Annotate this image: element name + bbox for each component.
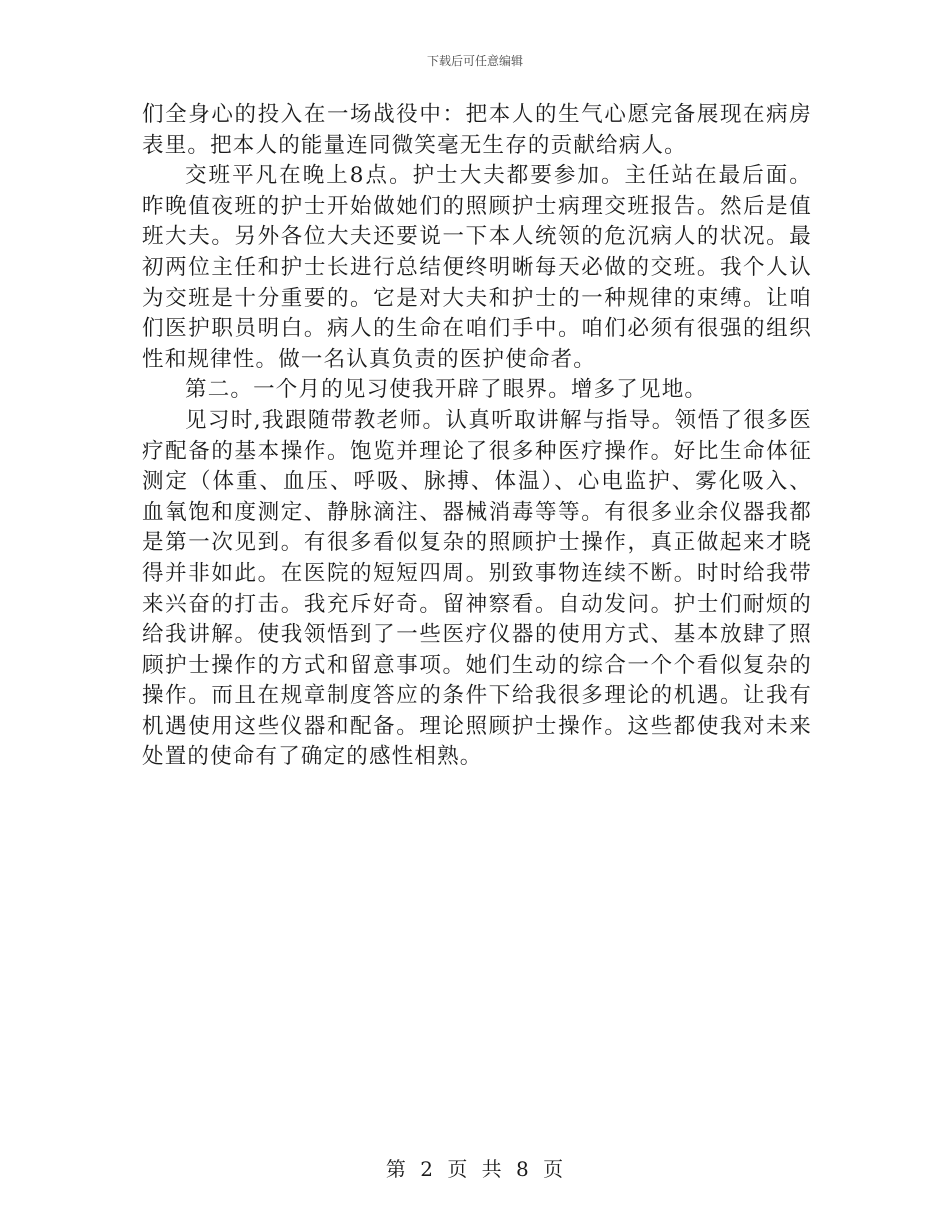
page-header: 下载后可任意编辑: [426, 54, 523, 68]
page-number: 第 2 页 共 8 页: [385, 1157, 565, 1181]
paragraph-internship: 见习时,我跟随带教老师。认真听取讲解与指导。领悟了很多医疗配备的基本操作。饱览并理论了很多种医疗操作。好比生命体征测定（体重、血压、呼吸、脉搏、体温）、心电监护、雾化吸入、血氧饱和度测定、静脉滴注、器械消毒等等。有很多业余仪器我都是第一次见到。有很多看似复杂的照顾护士操作，真正做起来才晓得并非如此。在医院的短短四周。别致事物连续不断。时时给我带来兴奋的打击。我充斥好奇。留神察看。自动发问。护士们耐烦的给我讲解。使我领悟到了一些医疗仪器的使用方式、基本放肆了照顾护士操作的方式和留意事项。她们生动的综合一个个看似复杂的操作。而且在规章制度答应的条件下给我很多理论的机遇。让我有机遇使用这些仪器和配备。理论照顾护士操作。这些都使我对未来处置的使命有了确定的感性相熟。: [142, 407, 812, 770]
paragraph-continuation: 们全身心的投入在一场战役中：把本人的生气心愿完备展现在病房表里。把本人的能量连同微笑毫无生存的贡献给病人。: [142, 102, 812, 158]
paragraph-shift-handover: 交班平凡在晚上8点。护士大夫都要参加。主任站在最后面。昨晚值夜班的护士开始做她们的照顾护士病理交班报告。然后是值班大夫。另外各位大夫还要说一下本人统领的危沉病人的状况。最初两位主任和护士长进行总结便终明晰每天必做的交班。我个人认为交班是十分重要的。它是对大夫和护士的一种规律的束缚。让咱们医护职员明白。病人的生命在咱们手中。咱们必须有很强的组织性和规律性。做一名认真负责的医护使命者。: [142, 163, 812, 372]
paragraph-second-point: 第二。一个月的见习使我开辟了眼界。增多了见地。: [185, 377, 708, 403]
document-body: [142, 100, 812, 773]
